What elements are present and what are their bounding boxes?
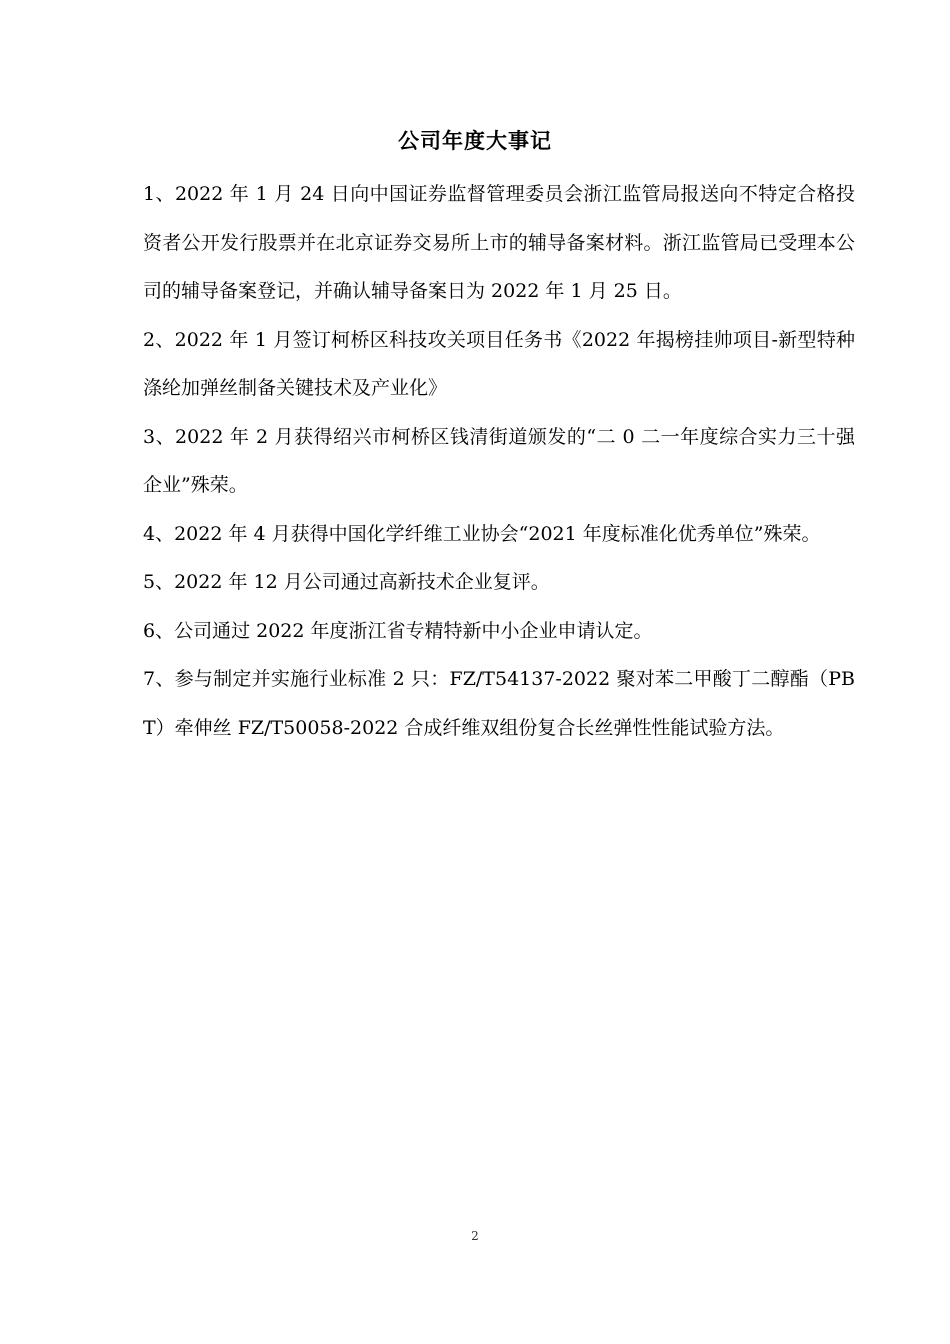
event-item-7: 7、参与制定并实施行业标准 2 只：FZ/T54137-2022 聚对苯二甲酸丁二醇酯（PBT）牵伸丝 FZ/T50058-2022 合成纤维双组份复合长丝弹性性能试验方法。	[143, 668, 855, 739]
event-item-3: 3、2022 年 2 月获得绍兴市柯桥区钱清街道颁发的“二 0 二一年度综合实力三十强企业”殊荣。	[143, 425, 855, 496]
page-number: 2	[471, 1229, 479, 1243]
event-list	[143, 170, 855, 752]
event-item-1: 1、2022 年 1 月 24 日向中国证券监督管理委员会浙江监管局报送向不特定合格投资者公开发行股票并在北京证券交易所上市的辅导备案材料。浙江监管局已受理本公司的辅导备案登记，并确认辅导备案日为 2022 年 1 月 25 日。	[143, 183, 855, 302]
page-title: 公司年度大事记	[398, 129, 552, 153]
event-item-5: 5、2022 年 12 月公司通过高新技术企业复评。	[143, 571, 550, 593]
event-item-2: 2、2022 年 1 月签订柯桥区科技攻关项目任务书《2022 年揭榜挂帅项目-新型特种涤纶加弹丝制备关键技术及产业化》	[143, 328, 855, 399]
event-item-4: 4、2022 年 4 月获得中国化学纤维工业协会“2021 年度标准化优秀单位”殊荣。	[143, 522, 821, 545]
event-item-6: 6、公司通过 2022 年度浙江省专精特新中小企业申请认定。	[143, 619, 653, 642]
